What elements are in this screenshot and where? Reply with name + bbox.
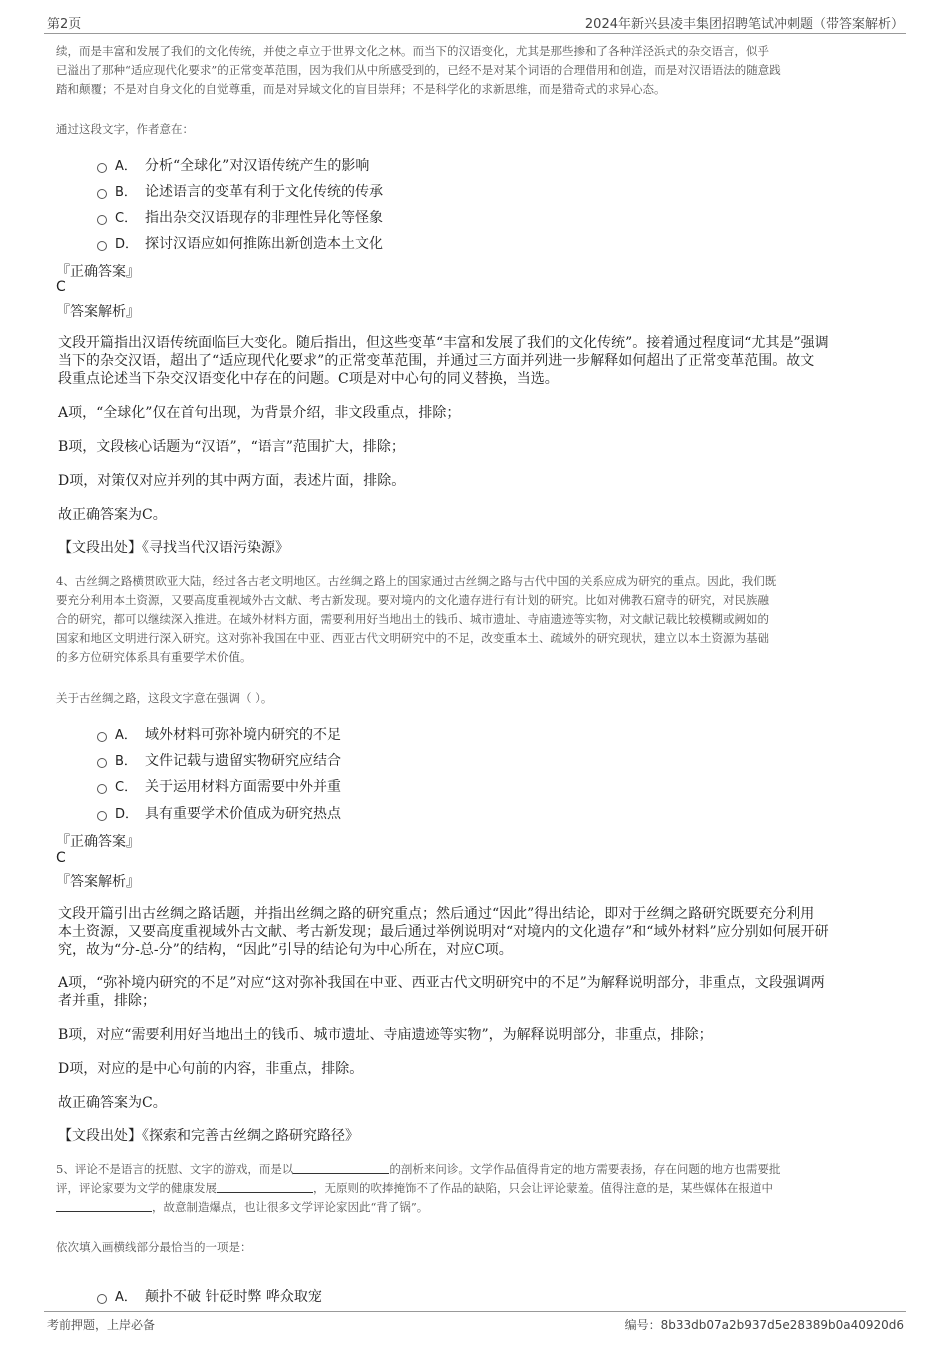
q4-option-d[interactable]: D． 具有重要学术价值成为研究热点: [97, 803, 341, 823]
footer-divider: [44, 1311, 906, 1312]
q3-passage: [56, 42, 906, 99]
q5-passage: [56, 1160, 906, 1217]
q4-passage-line: 要充分利用本土资源，又要高度重视域外古文献、考古新发现。要对境内的文化遗存进行有计划的研究。比如对佛教石窟寺的研究，对民族融: [56, 593, 769, 607]
text-line: 究，故为“分-总-分”的结构，“因此”引导的结论句为中心所在，对应C项。: [58, 942, 513, 958]
q3-option-c[interactable]: C． 指出杂交汉语现存的非理性异化等怪象: [97, 207, 383, 227]
q5-passage-line: ，故意制造爆点，也让很多文学评论家因此“背了锅”。: [56, 1198, 906, 1217]
radio-icon[interactable]: [97, 784, 107, 794]
q4-passage-line: 4、古丝绸之路横贯欧亚大陆，经过各古老文明地区。古丝绸之路上的国家通过古丝绸之路与古代中国的关系应成为研究的重点。因此，我们既: [56, 574, 777, 588]
q3-option-a[interactable]: A． 分析“全球化”对汉语传统产生的影响: [97, 155, 369, 175]
text-line: 文段开篇引出古丝绸之路话题，并指出丝绸之路的研究重点；然后通过“因此”得出结论，即对于丝绸之路研究既要充分利用: [58, 906, 815, 922]
q4-option-b[interactable]: B． 文件记载与遗留实物研究应结合: [97, 750, 341, 770]
text-line: 文段开篇指出汉语传统面临巨大变化。随后指出，但这些变革“丰富和发展了我们的文化传统”。接着通过程度词“尤其是”强调: [58, 335, 829, 351]
q3-answer-tag: 『正确答案』: [56, 264, 140, 280]
document-title: 2024年新兴县凌丰集团招聘笔试冲刺题（带答案解析）: [584, 17, 904, 32]
q3-analysis-tag: 『答案解析』: [56, 304, 140, 320]
fill-blank: [293, 1162, 389, 1174]
text-line: 本土资源，又要高度重视域外古文献、考古新发现；最后通过举例说明对“对境内的文化遗存”和“域外材料”应分别如何展开研: [58, 924, 829, 940]
q3-question: 通过这段文字，作者意在：: [56, 122, 194, 136]
q4-analysis-b: B项，对应“需要利用好当地出土的钱币、城市遗址、寺庙遗迹等实物”，为解释说明部分，非重点，排除；: [58, 1027, 713, 1043]
q4-option-c[interactable]: C． 关于运用材料方面需要中外并重: [97, 776, 341, 796]
q3-passage-line: 踏和颠覆；不是对自身文化的自觉尊重，而是对异域文化的盲目崇拜；不是科学化的求新思维，而是猎奇式的求异心态。: [56, 82, 666, 96]
q3-passage-line: 已溢出了那种“适应现代化要求”的正常变革范围，因为我们从中所感受到的，已经不是对某个词语的合理借用和创造，而是对汉语语法的随意践: [56, 63, 781, 77]
q3-analysis-d: D项，对策仅对应并列的其中两方面，表述片面，排除。: [58, 473, 406, 489]
document-code: 编号：8b33db07a2b937d5e28389b0a40920d6: [624, 1318, 904, 1332]
page-header: [0, 0, 950, 36]
fill-blank: [56, 1200, 152, 1212]
q4-analysis-para: [58, 905, 898, 959]
radio-icon[interactable]: [97, 811, 107, 821]
q4-passage: [56, 572, 906, 667]
q5-question: 依次填入画横线部分最恰当的一项是：: [56, 1240, 252, 1254]
fill-blank: [217, 1181, 313, 1193]
q4-analysis-d: D项，对应的是中心句前的内容，非重点，排除。: [58, 1061, 364, 1077]
q3-analysis-b: B项，文段核心话题为“汉语”，“语言”范围扩大，排除；: [58, 439, 405, 455]
radio-icon[interactable]: [97, 1294, 107, 1304]
q3-analysis-a: A项，“全球化”仅在首句出现，为背景介绍，非文段重点，排除；: [58, 405, 461, 421]
q3-option-d[interactable]: D． 探讨汉语应如何推陈出新创造本土文化: [97, 233, 383, 253]
q3-analysis-para: [58, 334, 898, 388]
text-line: 当下的杂交汉语，超出了“适应现代化要求”的正常变革范围，并通过三方面并列进一步解释如何超出了正常变革范围。故文: [58, 353, 815, 369]
radio-icon[interactable]: [97, 163, 107, 173]
q4-answer-tag: 『正确答案』: [56, 834, 140, 850]
text-line: 段重点论述当下杂交汉语变化中存在的问题。C项是对中心句的同义替换，当选。: [58, 371, 559, 387]
text-line: A项，“弥补境内研究的不足”对应“这对弥补我国在中亚、西亚古代文明研究中的不足”为解释说明部分，非重点，文段强调两: [58, 975, 825, 991]
radio-icon[interactable]: [97, 189, 107, 199]
q4-passage-line: 合的研究，都可以继续深入推进。在域外材料方面，需要利用好当地出土的钱币、城市遗址、寺庙遗迹等实物，对文献记载比较模糊或阙如的: [56, 612, 769, 626]
radio-icon[interactable]: [97, 241, 107, 251]
q3-answer: C: [56, 279, 66, 295]
radio-icon[interactable]: [97, 758, 107, 768]
q4-analysis-tag: 『答案解析』: [56, 874, 140, 890]
q5-passage-line: 5、评论不是语言的抚慰、文字的游戏，而是以 的剖析来问诊。文学作品值得肯定的地方需要表扬，存在问题的地方也需要批: [56, 1162, 781, 1176]
q4-option-a[interactable]: A． 域外材料可弥补境内研究的不足: [97, 724, 341, 744]
q5-passage-line: 评，评论家要为文学的健康发展 ，无原则的吹捧掩饰不了作品的缺陷，只会让评论蒙羞。值得注意的是，某些媒体在报道中: [56, 1181, 773, 1195]
q4-passage-line: 国家和地区文明进行深入研究。这对弥补我国在中亚、西亚古代文明研究中的不足，改变重本土、疏域外的研究现状，建立以本土资源为基础: [56, 631, 769, 645]
text-line: 者并重，排除；: [58, 993, 156, 1009]
q4-answer: C: [56, 850, 66, 866]
q5-option-a[interactable]: A． 颠扑不破 针砭时弊 哗众取宠: [97, 1286, 322, 1306]
page-number: 第2页: [47, 17, 82, 32]
q4-analysis-a: [58, 974, 898, 1010]
q4-passage-line: 的多方位研究体系具有重要学术价值。: [56, 650, 252, 664]
q4-conclusion: 故正确答案为C。: [58, 1095, 167, 1111]
q3-conclusion: 故正确答案为C。: [58, 507, 167, 523]
q3-source: 【文段出处】《寻找当代汉语污染源》: [58, 540, 289, 556]
q3-option-b[interactable]: B． 论述语言的变革有利于文化传统的传承: [97, 181, 383, 201]
footer-slogan: 考前押题，上岸必备: [47, 1318, 156, 1332]
q3-passage-line: 续，而是丰富和发展了我们的文化传统，并使之卓立于世界文化之林。而当下的汉语变化，尤其是那些掺和了各种洋泾浜式的杂交语言，似乎: [56, 44, 769, 58]
header-divider: [44, 33, 906, 34]
radio-icon[interactable]: [97, 215, 107, 225]
radio-icon[interactable]: [97, 732, 107, 742]
q4-source: 【文段出处】《探索和完善古丝绸之路研究路径》: [58, 1128, 359, 1144]
q4-question: 关于古丝绸之路，这段文字意在强调（ ）。: [56, 691, 273, 705]
